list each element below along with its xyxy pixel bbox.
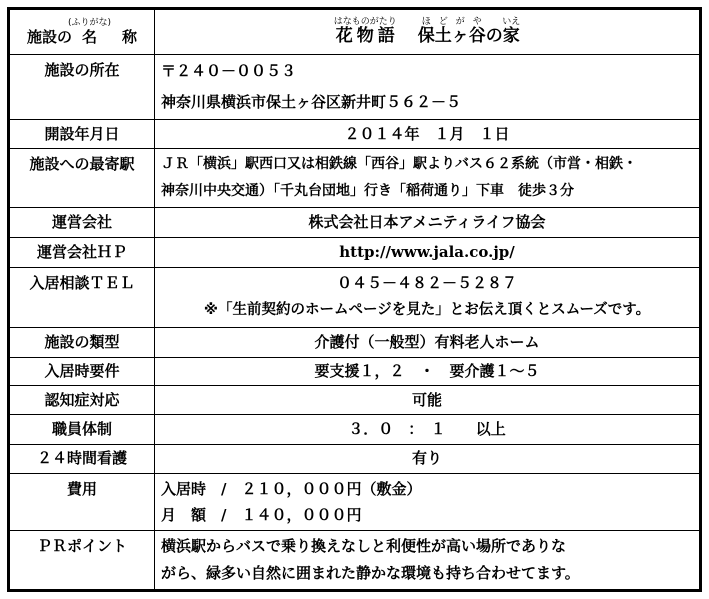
row-fee xyxy=(10,473,700,531)
tel-number: ０４５－４８２－５２８７ xyxy=(336,274,517,293)
row-tel xyxy=(10,268,700,328)
address-value xyxy=(155,55,700,120)
row-requirements xyxy=(10,357,700,386)
tel-note: ※「生前契約のホームページを見た」とお伝え頂くとスムーズです。 xyxy=(203,302,651,319)
opened-value: ２０１４年 １月 １日 xyxy=(155,120,700,149)
type-label: 施設の類型 xyxy=(10,327,155,357)
facility-info-table xyxy=(7,7,702,592)
row-operator xyxy=(10,208,700,238)
fee-entry: 入居時 / ２１０，０００円（敷金） xyxy=(161,479,422,498)
facility-name-label: 施設の名(ふりがな) 称 xyxy=(10,10,155,55)
row-nursing xyxy=(10,444,700,473)
row-homepage xyxy=(10,238,700,268)
nursing-value: 有り xyxy=(155,444,700,473)
row-type xyxy=(10,327,700,357)
address-street: 神奈川県横浜市保土ヶ谷区新井町５６２－５ xyxy=(161,93,462,112)
operator-value: 株式会社日本アメニティライフ協会 xyxy=(155,208,700,238)
type-value: 介護付（一般型）有料老人ホーム xyxy=(155,327,700,357)
requirements-value: 要支援１，２ ・ 要介護１～５ xyxy=(155,357,700,386)
tel-label: 入居相談ＴＥＬ xyxy=(10,268,155,328)
row-pr xyxy=(10,531,700,590)
facility-name-value: 花物語はなものがたり 保ほ土どヶが谷やの家いえ xyxy=(155,10,700,55)
fee-label: 費用 xyxy=(10,473,155,531)
operator-label: 運営会社 xyxy=(10,208,155,238)
label-name-ruby: 名(ふりがな) xyxy=(67,17,111,46)
station-label: 施設への最寄駅 xyxy=(10,148,155,208)
opened-label: 開設年月日 xyxy=(10,120,155,149)
pr-label: ＰＲポイント xyxy=(10,531,155,590)
row-address xyxy=(10,55,700,120)
fee-monthly: 月 額 / １４０，０００円 xyxy=(161,505,362,524)
homepage-label: 運営会社ＨＰ xyxy=(10,238,155,268)
address-label: 施設の所在 xyxy=(10,55,155,120)
requirements-label: 入居時要件 xyxy=(10,357,155,386)
row-opened xyxy=(10,120,700,149)
dementia-value: 可能 xyxy=(155,386,700,415)
dementia-label: 認知症対応 xyxy=(10,386,155,415)
row-staff xyxy=(10,415,700,445)
fee-value xyxy=(155,473,700,531)
row-facility-name xyxy=(10,10,700,55)
staff-label: 職員体制 xyxy=(10,415,155,445)
staff-value: ３．０ ： １ 以上 xyxy=(155,415,700,445)
tel-value xyxy=(155,268,700,328)
station-value: ＪＲ「横浜」駅西口又は相鉄線「西谷」駅よりバス６２系統（市営・相鉄・ 神奈川中央交通）「千丸台団地」行き「稲荷通り」下車 徒歩３分 xyxy=(155,148,700,208)
homepage-link[interactable]: http://www.jala.co.jp/ xyxy=(155,238,700,268)
row-dementia xyxy=(10,386,700,415)
address-postal: 〒２４０－００５３ xyxy=(161,62,297,81)
pr-value: 横浜駅からバスで乗り換えなしと利便性が高い場所でありな がら、緑多い自然に囲まれた静かな環境も持ち合わせてます。 xyxy=(155,531,700,590)
row-station xyxy=(10,148,700,208)
nursing-label: ２４時間看護 xyxy=(10,444,155,473)
